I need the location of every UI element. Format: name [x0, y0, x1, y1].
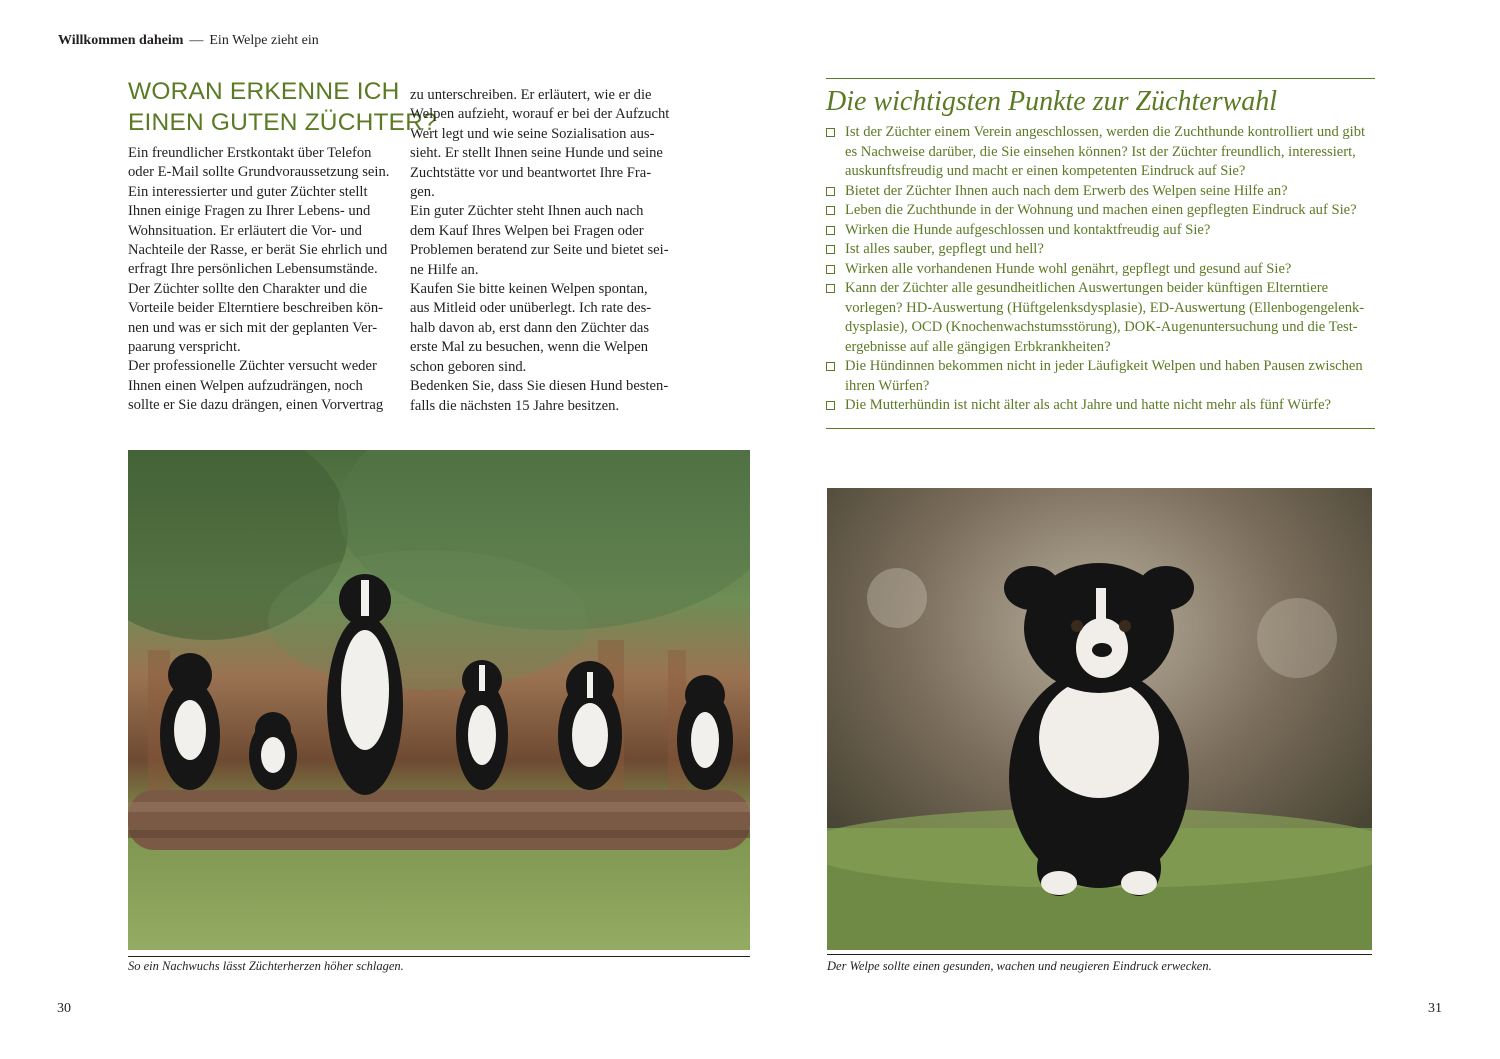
single-puppy-illustration — [827, 488, 1372, 950]
caption-rule-right — [827, 954, 1372, 955]
body-column-2 — [410, 86, 675, 416]
checklist-item-text: Bietet der Züchter Ihnen auch nach dem Erwerb des Welpen seine Hilfe an? — [845, 182, 1288, 199]
body-line: Bedenken Sie, dass Sie diesen Hund besten- — [410, 378, 669, 395]
body-line: sieht. Er stellt Ihnen seine Hunde und seine — [410, 145, 663, 162]
section-heading — [128, 76, 437, 138]
checkbox-icon[interactable] — [826, 226, 835, 235]
body-line: dem Kauf Ihres Welpen bei Fragen oder — [410, 222, 644, 239]
body-line: Ein interessierter und guter Züchter stellt — [128, 183, 368, 200]
checklist-item-text: dysplasie), OCD (Knochenwachstumsstörung), DOK-Augenuntersuchung und die Test- — [845, 319, 1358, 335]
body-line: falls die nächsten 15 Jahre besitzen. — [410, 397, 620, 414]
body-line: paarung verspricht. — [128, 339, 241, 356]
checklist-item — [826, 201, 1386, 221]
body-line: ne Hilfe an. — [410, 261, 479, 278]
body-line: schon geboren sind. — [410, 358, 527, 375]
body-line: Ein guter Züchter steht Ihnen auch nach — [410, 203, 644, 220]
checklist-item-text: Ist alles sauber, gepflegt und hell? — [845, 241, 1044, 257]
checklist-item-text: es Nachweise darüber, die Sie einsehen können? Ist der Züchter freundlich, interessiert, — [845, 143, 1356, 160]
body-line: halb davon ab, erst dann den Züchter das — [410, 319, 650, 336]
body-line: Wert legt und wie seine Sozialisation aus- — [410, 125, 655, 142]
body-line: Kaufen Sie bitte keinen Welpen spontan, — [410, 281, 648, 298]
checklist-item-text: ihren Würfen? — [845, 377, 930, 394]
checklist-item-text: Wirken die Hunde aufgeschlossen und kontaktfreudig auf Sie? — [845, 221, 1211, 238]
body-line: Wohnsituation. Er erläutert die Vor- und — [128, 222, 362, 239]
body-line: Ein freundlicher Erstkontakt über Telefon — [128, 145, 372, 161]
box-rule-top — [826, 78, 1375, 79]
page-number-left: 30 — [57, 1001, 71, 1016]
checkbox-icon[interactable] — [826, 362, 835, 371]
checkbox-icon[interactable] — [826, 401, 835, 410]
checkbox-icon[interactable] — [826, 187, 835, 196]
checklist-item-text: Kann der Züchter alle gesundheitlichen Auswertungen beider künftigen Elterntiere — [845, 280, 1329, 296]
body-line: nen und was er sich mit der geplanten Ver- — [128, 319, 378, 336]
checklist-item-text: ergebnisse auf alle gängigen Erbkrankheiten? — [845, 338, 1111, 355]
puppies-on-log-illustration — [128, 450, 750, 950]
body-line: Ihnen einen Welpen aufzudrängen, noch — [128, 377, 363, 394]
running-head — [58, 33, 319, 49]
checklist-item — [826, 260, 1386, 280]
checkbox-icon[interactable] — [826, 128, 835, 137]
box-rule-bottom — [826, 428, 1375, 429]
photo-caption-right: Der Welpe sollte einen gesunden, wachen und neugieren Eindruck erwecken. — [827, 959, 1212, 973]
caption-rule-left — [128, 956, 750, 957]
body-line: Zuchtstätte vor und beantwortet Ihre Fra- — [410, 164, 652, 181]
heading-line: WORAN ERKENNE ICH — [128, 78, 400, 105]
body-line: sollte er Sie dazu drängen, einen Vorvertrag — [128, 397, 384, 414]
single-puppy-photo — [827, 488, 1372, 950]
checklist-item-text: Die Hündinnen bekommen nicht in jeder Läufigkeit Welpen und haben Pausen zwischen — [845, 358, 1363, 374]
body-line: erfragt Ihre persönlichen Lebensumstände. — [128, 261, 378, 278]
checklist-item-text: Ist der Züchter einem Verein angeschlossen, werden die Zuchthunde kontrolliert und gibt — [845, 124, 1366, 140]
page-number-right: 31 — [1428, 1001, 1442, 1016]
checkbox-icon[interactable] — [826, 245, 835, 254]
checklist-item-text: Wirken alle vorhandenen Hunde wohl genährt, gepflegt und gesund auf Sie? — [845, 260, 1292, 277]
body-line: aus Mitleid oder unüberlegt. Ich rate des- — [410, 300, 652, 317]
checkbox-icon[interactable] — [826, 206, 835, 215]
checklist-item-text: Leben die Zuchthunde in der Wohnung und machen einen gepflegten Eindruck auf Sie? — [845, 202, 1357, 218]
checklist-item — [826, 240, 1386, 260]
checklist-item — [826, 357, 1386, 396]
running-head-separator: — — [189, 33, 204, 48]
checklist-item — [826, 221, 1386, 241]
body-line: zu unterschreiben. Er erläutert, wie er die — [410, 87, 652, 103]
checklist-item-text: auskunftsfreudig und macht er einen kompetenten Eindruck auf Sie? — [845, 163, 1246, 179]
running-head-chapter: Ein Welpe zieht ein — [209, 33, 319, 48]
body-line: Nachteile der Rasse, er berät Sie ehrlich und — [128, 242, 388, 259]
checklist-title: Die wichtigsten Punkte zur Züchterwahl — [826, 86, 1278, 117]
body-line: Ihnen einige Fragen zu Ihrer Lebens- und — [128, 203, 371, 220]
puppies-on-log-photo — [128, 450, 750, 950]
body-line: Der Züchter sollte den Charakter und die — [128, 280, 368, 297]
heading-line: EINEN GUTEN ZÜCHTER? — [128, 109, 437, 136]
checklist-item-text: Die Mutterhündin ist nicht älter als acht Jahre und hatte nicht mehr als fünf Würfe? — [845, 397, 1332, 413]
body-line: Der professionelle Züchter versucht weder — [128, 358, 377, 375]
checkbox-icon[interactable] — [826, 265, 835, 274]
body-column-1 — [128, 144, 393, 416]
checklist-item-text: vorlegen? HD-Auswertung (Hüftgelenksdysplasie), ED-Auswertung (Ellenbogengelenk- — [845, 299, 1365, 316]
body-line: Vorteile beider Elterntiere beschreiben kön- — [128, 300, 384, 317]
checklist-item — [826, 396, 1386, 416]
checklist-item — [826, 123, 1386, 182]
body-line: oder E-Mail sollte Grundvoraussetzung sein. — [128, 164, 390, 181]
body-line: gen. — [410, 184, 435, 201]
photo-caption-left: So ein Nachwuchs lässt Züchterherzen höher schlagen. — [128, 959, 404, 973]
checklist-item — [826, 182, 1386, 202]
body-line: Welpen aufzieht, worauf er bei der Aufzucht — [410, 106, 670, 123]
checkbox-icon[interactable] — [826, 284, 835, 293]
checklist — [826, 123, 1386, 416]
running-head-section: Willkommen daheim — [58, 33, 184, 48]
body-line: Problemen beratend zur Seite und bietet sei- — [410, 242, 669, 259]
body-line: erste Mal zu besuchen, wenn die Welpen — [410, 339, 649, 356]
checklist-item — [826, 279, 1386, 357]
